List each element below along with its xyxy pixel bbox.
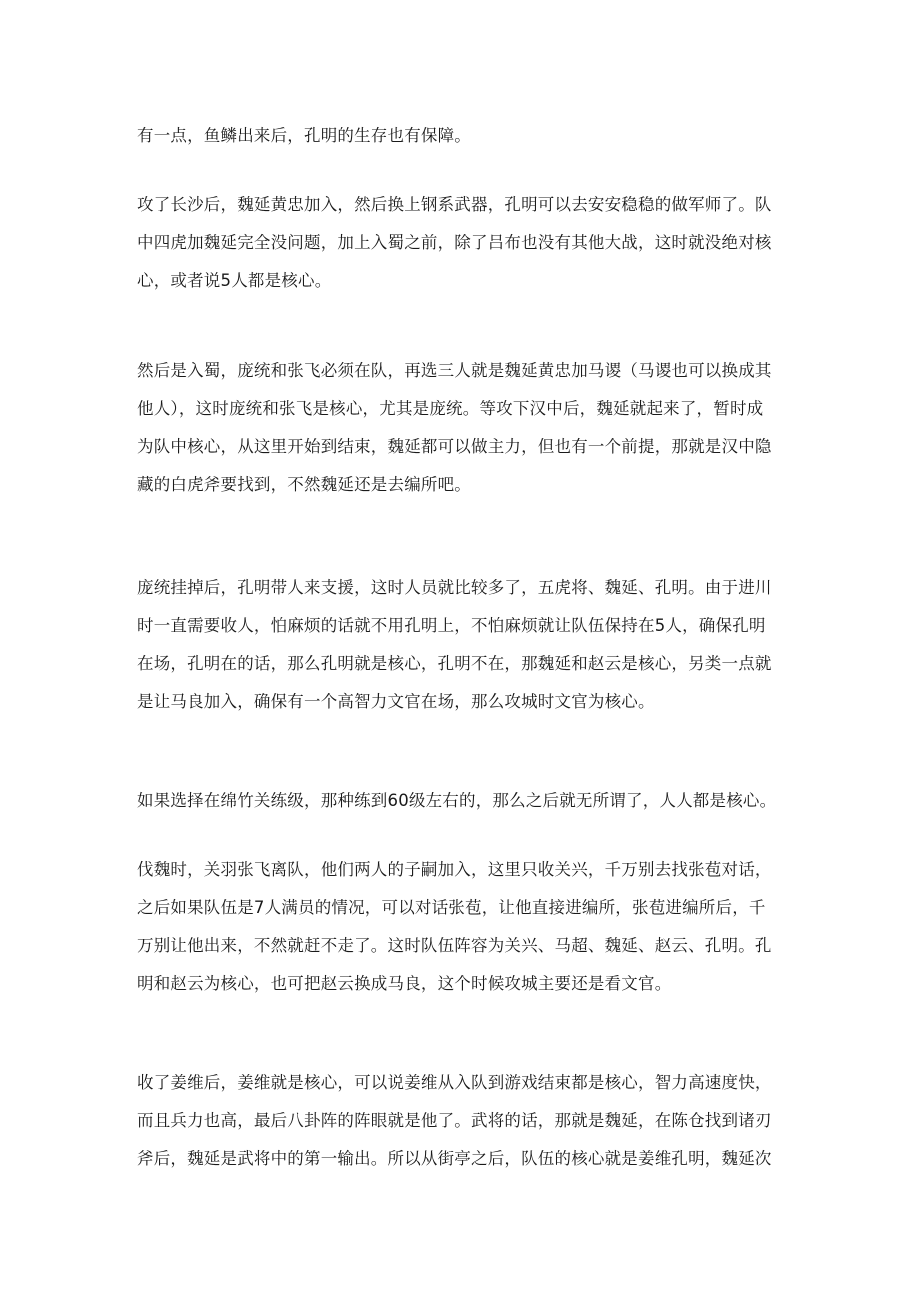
- text-line: 有一点，鱼鳞出来后，孔明的生存也有保障。: [137, 126, 471, 145]
- text-line: 万别让他出来，不然就赶不走了。这时队伍阵容为关兴、马超、魏延、赵云、孔明。孔: [137, 936, 772, 955]
- text-line: 而且兵力也高，最后八卦阵的阵眼就是他了。武将的话，那就是魏延，在陈仓找到诸刃: [137, 1111, 772, 1130]
- text-line: 明和赵云为核心，也可把赵云换成马良，这个时候攻城主要还是看文官。: [137, 974, 672, 993]
- text-line: 他人），这时庞统和张飞是核心，尤其是庞统。等攻下汉中后，魏延就起来了，暂时成: [137, 399, 764, 418]
- text-line: 中四虎加魏延完全没问题，加上入蜀之前，除了吕布也没有其他大战，这时就没绝对核: [137, 233, 772, 252]
- text-line: 心，或者说5人都是核心。: [137, 271, 332, 290]
- text-line: 如果选择在绵竹关练级，那种练到60级左右的，那么之后就无所谓了，人人都是核心。: [137, 791, 777, 810]
- paragraph-2: [137, 186, 789, 300]
- paragraph-5: [137, 782, 789, 820]
- text-line: 攻了长沙后，魏延黄忠加入，然后换上钢系武器，孔明可以去安安稳稳的做军师了。队: [137, 195, 772, 214]
- text-line: 在场，孔明在的话，那么孔明就是核心，孔明不在，那魏延和赵云是核心，另类一点就: [137, 654, 772, 673]
- paragraph-7: [137, 1064, 789, 1178]
- text-line: 时一直需要收人，怕麻烦的话就不用孔明上，不怕麻烦就让队伍保持在5人，确保孔明: [137, 616, 766, 635]
- text-line: 为队中核心，从这里开始到结束，魏延都可以做主力，但也有一个前提，那就是汉中隐: [137, 437, 772, 456]
- text-line: 之后如果队伍是7人满员的情况，可以对话张苞，让他直接进编所，张苞进编所后，千: [137, 898, 766, 917]
- paragraph-4: [137, 569, 789, 721]
- text-line: 藏的白虎斧要找到，不然魏延还是去编所吧。: [137, 475, 471, 494]
- text-line: 庞统挂掉后，孔明带人来支援，这时人员就比较多了，五虎将、魏延、孔明。由于进川: [137, 578, 772, 597]
- paragraph-6: [137, 851, 789, 1003]
- paragraph-1: [137, 117, 789, 155]
- text-line: 斧后，魏延是武将中的第一输出。所以从街亭之后，队伍的核心就是姜维孔明，魏延次: [137, 1149, 772, 1168]
- paragraph-3: [137, 352, 789, 504]
- text-line: 伐魏时，关羽张飞离队，他们两人的子嗣加入，这里只收关兴，千万别去找张苞对话，: [137, 860, 772, 879]
- text-line: 收了姜维后，姜维就是核心，可以说姜维从入队到游戏结束都是核心，智力高速度快，: [137, 1073, 772, 1092]
- text-line: 是让马良加入，确保有一个高智力文官在场，那么攻城时文官为核心。: [137, 692, 655, 711]
- text-line: 然后是入蜀，庞统和张飞必须在队，再选三人就是魏延黄忠加马谡（马谡也可以换成其: [137, 361, 772, 380]
